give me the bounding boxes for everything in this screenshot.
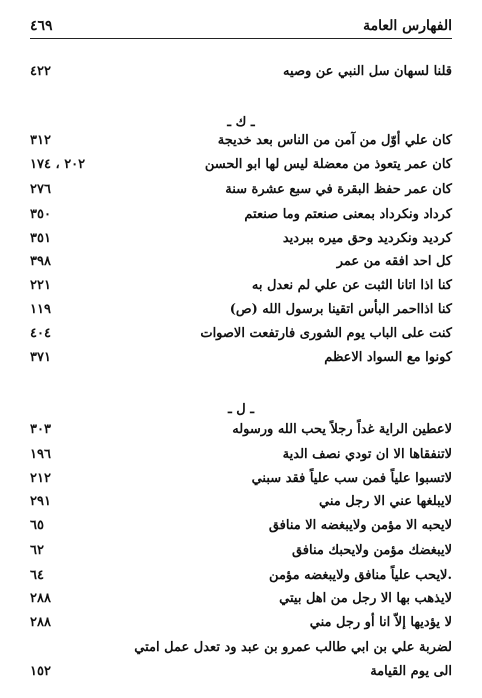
index-entry [30, 298, 452, 320]
entry-page: ٦٢ [30, 542, 44, 558]
entry-page: ٢٧٦ [30, 181, 51, 197]
index-entry [30, 514, 452, 536]
entry-page: ٢٨٨ [30, 590, 51, 606]
entry-page: ٣١٢ [30, 132, 51, 148]
entry-text: لا يؤديها إلاّ انا أو رجل مني [309, 614, 452, 630]
entry-text: كرداد ونكرداد بمعنى صنعتم وما صنعتم [244, 206, 452, 222]
entry-text: كرديد ونكرديد وحق ميره ببرديد [282, 230, 452, 246]
entry-page: ٢٠٢ ، ١٧٤ [30, 156, 86, 172]
entry-text: الى يوم القيامة [370, 663, 452, 679]
entry-page: ٢٨٨ [30, 614, 51, 630]
index-entry [30, 274, 452, 296]
entry-page: ١٩٦ [30, 446, 51, 462]
index-entry [30, 250, 452, 272]
page-number: ٤٦٩ [30, 18, 53, 34]
entry-text: .لايحب علياً منافق ولايبغضه مؤمن [269, 567, 452, 583]
entry-text: لاتنفقاها الا ان تودي نصف الدية [282, 446, 452, 462]
index-entry-line-2 [30, 660, 452, 682]
page-title: الفهارس العامة [363, 18, 452, 34]
index-entry [30, 60, 452, 82]
entry-text: كان علي أوّل من آمن من الناس بعد خديجة [217, 132, 452, 148]
entry-text: كنا اذا اتانا الثبت عن علي لم نعدل به [251, 277, 452, 293]
index-entry [30, 467, 452, 489]
entry-text: لايبلغها عني الا رجل مني [318, 493, 452, 509]
entry-page: ٦٤ [30, 567, 44, 583]
index-entry [30, 490, 452, 512]
entry-text: قلنا لسهان سل النبي عن وصيه [283, 63, 452, 79]
entry-page: ٣٩٨ [30, 253, 51, 269]
entry-text: كنا اذااحمر البأس اتقينا برسول الله (ص) [229, 301, 452, 317]
index-entry [30, 178, 452, 200]
index-entry [30, 227, 452, 249]
entry-text: لضربة علي بن ابي طالب عمرو بن عبد ود تعدل عمل امتي [134, 639, 452, 655]
index-entry [30, 153, 452, 175]
index-entry [30, 346, 452, 368]
index-entry [30, 611, 452, 633]
entry-text: لاعطين الراية غداً رجلاً يحب الله ورسوله [232, 421, 452, 437]
entry-page: ١٥٢ [30, 663, 51, 679]
entry-text: كان عمر حفظ البقرة في سبع عشرة سنة [225, 181, 452, 197]
entry-page: ٤٢٢ [30, 63, 51, 79]
entry-page: ٢٩١ [30, 493, 51, 509]
entry-text: كونوا مع السواد الاعظم [324, 349, 452, 365]
entry-text: لاتسبوا علياً فمن سب علياً فقد سبني [251, 470, 452, 486]
entry-page: ١١٩ [30, 301, 51, 317]
entry-text: لايحبه الا مؤمن ولايبغضه الا منافق [268, 517, 452, 533]
index-entry [30, 203, 452, 225]
entry-text: لايذهب بها الا رجل من اهل بيتي [279, 590, 452, 606]
index-entry [30, 322, 452, 344]
index-entry [30, 587, 452, 609]
entry-page: ٣٥١ [30, 230, 51, 246]
entry-text: لايبغضك مؤمن ولايحبك منافق [291, 542, 452, 558]
entry-text: كان عمر يتعوذ من معضلة ليس لها ابو الحسن [204, 156, 452, 172]
entry-page: ٣٠٣ [30, 421, 51, 437]
index-entry [30, 564, 452, 586]
section-heading-lam: ـ ل ـ [227, 402, 255, 417]
index-entry [30, 443, 452, 465]
entry-text: كنت على الباب يوم الشورى فارتفعت الاصوات [200, 325, 452, 341]
entry-text: كل احد افقه من عمر [336, 253, 452, 269]
entry-page: ٢١٢ [30, 470, 51, 486]
index-entry [30, 129, 452, 151]
entry-page: ٦٥ [30, 517, 44, 533]
entry-page: ٣٧١ [30, 349, 51, 365]
entry-page: ٣٥٠ [30, 206, 51, 222]
index-entry-line-1 [30, 636, 452, 658]
entry-page: ٤٠٤ [30, 325, 51, 341]
index-entry [30, 418, 452, 440]
page-header [30, 14, 452, 39]
index-entry [30, 539, 452, 561]
entry-page: ٢٢١ [30, 277, 51, 293]
section-heading-kaf: ـ ك ـ [227, 115, 255, 130]
